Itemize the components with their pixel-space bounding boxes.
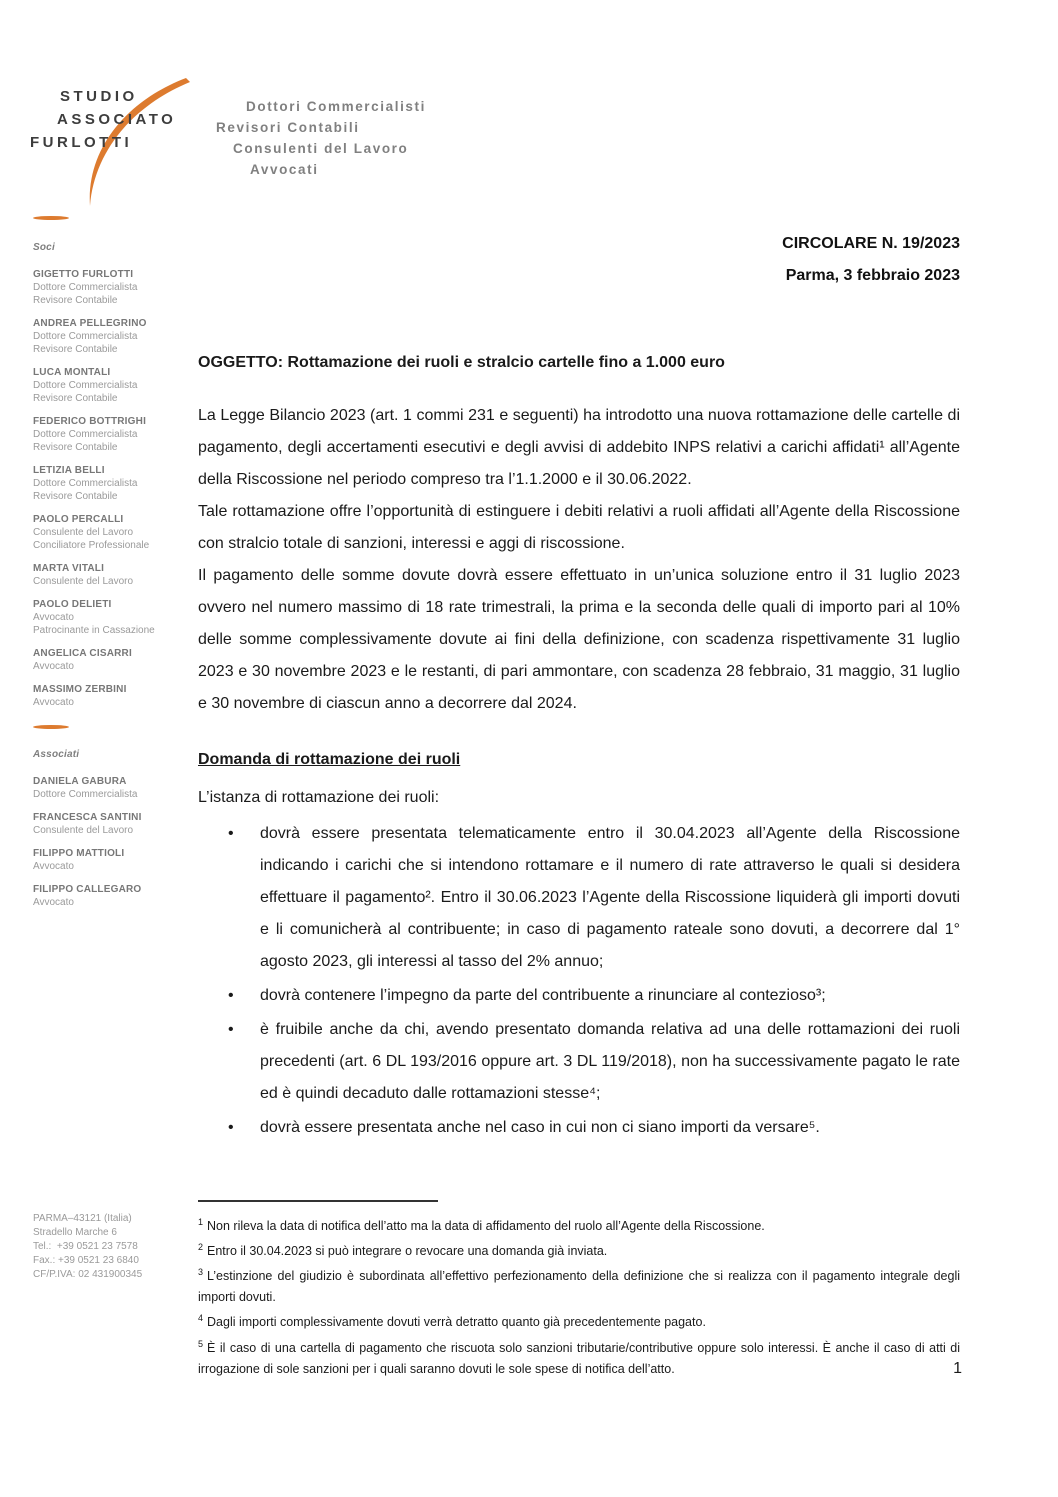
person-name: PAOLO PERCALLI xyxy=(33,514,124,525)
person-entry xyxy=(33,598,191,637)
subject-line: OGGETTO: Rottamazione dei ruoli e stralcio cartelle fino a 1.000 euro xyxy=(198,354,725,371)
person-role: Consulente del Lavoro xyxy=(33,825,134,836)
person-name: ANDREA PELLEGRINO xyxy=(33,318,147,329)
bullet-item: • dovrà contenere l’impegno da parte del contribuente a rinunciare al contezioso³; xyxy=(260,980,960,1012)
service-line: Avvocati xyxy=(250,162,319,177)
person-role: Conciliatore Professionale xyxy=(33,540,150,551)
footnote-text: L’estinzione del giudizio è subordinata all’effettivo perfezionamento della definizione che si realizza con il pagamento integrale degli importi dovuti. xyxy=(198,1269,960,1305)
person-entry xyxy=(33,513,191,552)
person-entry xyxy=(33,562,191,588)
logo-text-studio: STUDIO xyxy=(60,88,138,105)
person-role: Avvocato xyxy=(33,697,74,708)
paragraph: Tale rottamazione offre l’opportunità di estinguere i debiti relativi a ruoli affidati all’Agente della Riscossione con stralcio totale di sanzioni, interessi e aggi di riscossione. xyxy=(198,503,960,552)
footnote-separator xyxy=(198,1200,438,1202)
address-line: Tel.: +39 0521 23 7578 xyxy=(33,1241,138,1252)
footnote xyxy=(198,1212,960,1237)
footnote-text: È il caso di una cartella di pagamento che riscuota solo sanzioni tributarie/contributive oppure solo interessi. È anche il caso di atti di irrogazione di sole sanzioni per i quali saranno dovuti le sole spese di notifica dell’atto. xyxy=(198,1340,960,1376)
firm-logo xyxy=(28,78,196,210)
person-entry xyxy=(33,811,191,837)
bullet-item: • dovrà essere presentata telematicamente entro il 30.04.2023 all’Agente della Riscossione indicando i carichi che si intendono rottamare e il numero di rate attraverso le quali si desidera effettuare il pagamento². Entro il 30.06.2023 l’Agente della Riscossione liquiderà gli importi dovuti e li comunicherà al contribuente; in caso di pagamento rateale sono dovuti, a decorrere dal 1° agosto 2023, gli interessi al tasso del 2% annuo; xyxy=(260,818,960,978)
orange-divider xyxy=(33,216,69,220)
person-name: PAOLO DELIETI xyxy=(33,599,112,610)
address-line: Stradello Marche 6 xyxy=(33,1227,117,1238)
person-entry xyxy=(33,317,191,356)
footnote-marker: 3 xyxy=(198,1267,204,1278)
person-name: MASSIMO ZERBINI xyxy=(33,684,127,695)
service-line: Dottori Commercialisti xyxy=(246,99,426,114)
service-line: Consulenti del Lavoro xyxy=(233,141,409,156)
footnote-marker: 2 xyxy=(198,1242,204,1253)
person-role: Patrocinante in Cassazione xyxy=(33,625,155,636)
person-name: FILIPPO MATTIOLI xyxy=(33,848,125,859)
person-role: Revisore Contabile xyxy=(33,491,118,502)
person-name: FILIPPO CALLEGARO xyxy=(33,884,142,895)
bullet-list xyxy=(198,818,960,1144)
person-role: Consulente del Lavoro xyxy=(33,527,134,538)
person-entry xyxy=(33,366,191,405)
person-name: ANGELICA CISARRI xyxy=(33,648,132,659)
person-role: Dottore Commercialista xyxy=(33,331,138,342)
address-line: PARMA–43121 (Italia) xyxy=(33,1213,132,1224)
person-name: MARTA VITALI xyxy=(33,563,105,574)
footnote xyxy=(198,1308,960,1333)
person-role: Consulente del Lavoro xyxy=(33,576,134,587)
person-name: FEDERICO BOTTRIGHI xyxy=(33,416,147,427)
logo-text-furlotti: FURLOTTI xyxy=(30,134,133,151)
person-name: FRANCESCA SANTINI xyxy=(33,812,142,823)
person-entry xyxy=(33,647,191,673)
section-title: Domanda di rottamazione dei ruoli xyxy=(198,751,461,768)
circular-header xyxy=(782,228,960,292)
soci-label: Soci xyxy=(33,242,55,253)
footnote xyxy=(198,1334,960,1380)
letter-body xyxy=(198,352,960,1146)
footnote-marker: 4 xyxy=(198,1313,204,1324)
footnotes-section xyxy=(198,1200,960,1380)
person-role: Avvocato xyxy=(33,897,74,908)
person-name: DANIELA GABURA xyxy=(33,776,127,787)
person-role: Avvocato xyxy=(33,612,74,623)
list-intro: L’istanza di rottamazione dei ruoli: xyxy=(198,789,440,806)
person-role: Avvocato xyxy=(33,861,74,872)
circular-number: CIRCOLARE N. 19/2023 xyxy=(782,235,960,252)
person-name: LETIZIA BELLI xyxy=(33,465,105,476)
paragraph: La Legge Bilancio 2023 (art. 1 commi 231 e seguenti) ha introdotto una nuova rottamazione delle cartelle di pagamento, degli accertamenti esecutivi e degli avvisi di addebito INPS relativi a carichi affidati¹ all’Agente della Riscossione nel periodo compreso tra l’1.1.2000 e il 30.06.2022. xyxy=(198,407,960,488)
person-entry xyxy=(33,268,191,307)
footnote xyxy=(198,1237,960,1262)
footnote-text: Dagli importi complessivamente dovuti verrà detratto quanto già precedentemente pagato. xyxy=(207,1315,706,1330)
person-role: Dottore Commercialista xyxy=(33,429,138,440)
bullet-item: • è fruibile anche da chi, avendo presentato domanda relativa ad una delle rottamazioni dei ruoli precedenti (art. 6 DL 193/2016 oppure art. 3 DL 119/2018), non ha successivamente pagato le rate ed è quindi decaduto dalle rottamazioni stesse⁴; xyxy=(260,1014,960,1110)
logo-text-associato: ASSOCIATO xyxy=(57,111,177,128)
page-number: 1 xyxy=(953,1360,962,1377)
service-line: Revisori Contabili xyxy=(216,120,360,135)
associati-label: Associati xyxy=(33,749,80,760)
person-entry xyxy=(33,464,191,503)
person-entry xyxy=(33,683,191,709)
person-role: Revisore Contabile xyxy=(33,442,118,453)
circular-place-date: Parma, 3 febbraio 2023 xyxy=(785,267,960,284)
orange-divider xyxy=(33,725,69,729)
bullet-item: • dovrà essere presentata anche nel caso in cui non ci siano importi da versare⁵. xyxy=(260,1112,960,1144)
address-line: Fax.: +39 0521 23 6840 xyxy=(33,1255,139,1266)
person-name: GIGETTO FURLOTTI xyxy=(33,269,134,280)
person-role: Revisore Contabile xyxy=(33,344,118,355)
footnote-marker: 5 xyxy=(198,1338,204,1349)
person-role: Revisore Contabile xyxy=(33,393,118,404)
person-role: Avvocato xyxy=(33,661,74,672)
person-role: Dottore Commercialista xyxy=(33,478,138,489)
footnote-text: Entro il 30.04.2023 si può integrare o revocare una domanda già inviata. xyxy=(207,1244,608,1259)
sidebar xyxy=(33,216,191,919)
person-role: Dottore Commercialista xyxy=(33,789,138,800)
footnote-marker: 1 xyxy=(198,1217,204,1227)
person-entry xyxy=(33,415,191,454)
person-entry xyxy=(33,847,191,873)
person-name: LUCA MONTALI xyxy=(33,367,111,378)
firm-address xyxy=(33,1212,142,1282)
address-line: CF/P.IVA: 02 431900345 xyxy=(33,1269,143,1280)
firm-services xyxy=(216,96,426,180)
person-role: Dottore Commercialista xyxy=(33,380,138,391)
paragraph: Il pagamento delle somme dovute dovrà essere effettuato in un’unica soluzione entro il 31 luglio 2023 ovvero nel numero massimo di 18 rate trimestrali, la prima e la seconda delle quali di importo pari al 10% delle somme complessivamente dovute ai fini della definizione, con scadenza rispettivamente 31 luglio 2023 e 30 novembre 2023 e le restanti, di pari ammontare, con scadenza 28 febbraio, 31 maggio, 31 luglio e 30 novembre di ciascun anno a decorrere dal 2024. xyxy=(198,567,960,712)
person-entry xyxy=(33,775,191,801)
person-role: Revisore Contabile xyxy=(33,295,118,306)
person-role: Dottore Commercialista xyxy=(33,282,138,293)
footnote-text: Non rileva la data di notifica dell’atto ma la data di affidamento del ruolo all’Agente della Riscossione. xyxy=(207,1219,765,1234)
person-entry xyxy=(33,883,191,909)
footnote xyxy=(198,1262,960,1308)
